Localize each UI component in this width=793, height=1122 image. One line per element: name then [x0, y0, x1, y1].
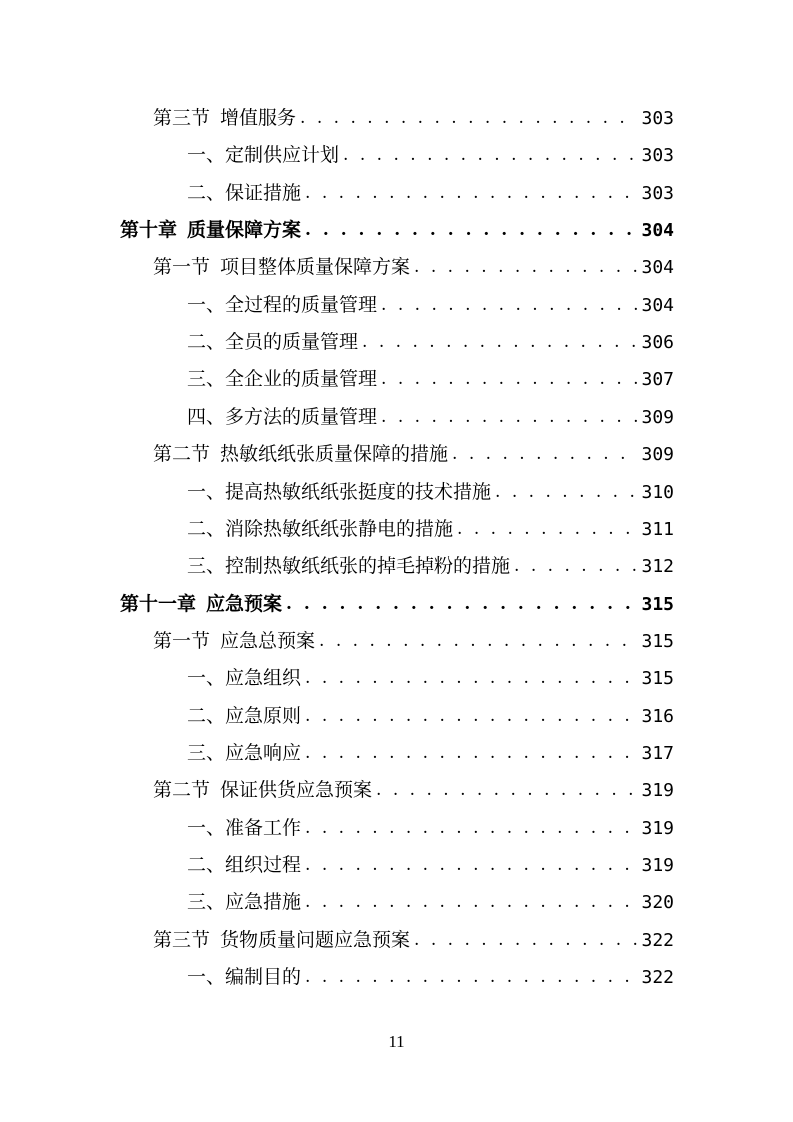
- toc-section-entry[interactable]: [153, 436, 674, 473]
- toc-entry-page: 303: [641, 145, 674, 166]
- toc-dot-leader: [305, 660, 637, 697]
- toc-subsection-entry[interactable]: [187, 660, 674, 697]
- toc-entry-page: 307: [641, 369, 674, 390]
- toc-entry-number: 一、: [187, 667, 226, 689]
- toc-section-entry[interactable]: [153, 100, 674, 137]
- toc-entry-page: 319: [641, 855, 674, 876]
- toc-dot-leader: [343, 137, 637, 174]
- toc-entry-page: 319: [641, 780, 674, 801]
- toc-entry-title: [187, 660, 301, 697]
- toc-entry-number: 一、: [187, 144, 226, 166]
- toc-entry-text: 应急组织: [225, 667, 302, 689]
- toc-entry-page: 322: [641, 930, 674, 951]
- toc-entry-page: 311: [641, 519, 674, 540]
- toc-entry-number: 一、: [187, 481, 226, 503]
- toc-dot-leader: [457, 511, 637, 548]
- toc-entry-text: 编制目的: [225, 966, 302, 988]
- toc-entry-number: 二、: [187, 705, 226, 727]
- toc-entry-number: 三、: [187, 368, 226, 390]
- toc-entry-text: 热敏纸纸张质量保障的措施: [220, 443, 449, 465]
- toc-entry-number: 二、: [187, 854, 226, 876]
- toc-entry-text: 准备工作: [225, 817, 302, 839]
- toc-entry-text: 应急原则: [225, 705, 302, 727]
- toc-entry-text: 保证供货应急预案: [220, 779, 373, 801]
- toc-entry-page: 303: [641, 183, 674, 204]
- toc-entry-title: [187, 474, 491, 511]
- toc-entry-page: 304: [641, 220, 674, 241]
- toc-subsection-entry[interactable]: [187, 884, 674, 921]
- toc-dot-leader: [319, 623, 637, 660]
- toc-entry-page: 304: [641, 295, 674, 316]
- toc-entry-text: 提高热敏纸纸张挺度的技术措施: [225, 481, 492, 503]
- toc-subsection-entry[interactable]: [187, 548, 674, 585]
- toc-entry-number: 第十章: [120, 219, 178, 241]
- toc-chapter-entry[interactable]: [120, 586, 674, 623]
- toc-subsection-entry[interactable]: [187, 474, 674, 511]
- toc-entry-text: 应急响应: [225, 742, 302, 764]
- toc-subsection-entry[interactable]: [187, 324, 674, 361]
- toc-subsection-entry[interactable]: [187, 810, 674, 847]
- toc-entry-number: 一、: [187, 966, 226, 988]
- page-number: 11: [388, 1032, 405, 1051]
- toc-entry-page: 309: [641, 407, 674, 428]
- toc-subsection-entry[interactable]: [187, 361, 674, 398]
- toc-dot-leader: [414, 922, 637, 959]
- toc-dot-leader: [381, 399, 637, 436]
- toc-entry-page: 315: [641, 668, 674, 689]
- toc-entry-page: 322: [641, 967, 674, 988]
- toc-section-entry[interactable]: [153, 922, 674, 959]
- toc-entry-title: [120, 586, 282, 623]
- toc-dot-leader: [300, 100, 637, 137]
- toc-subsection-entry[interactable]: [187, 175, 674, 212]
- toc-entry-number: 二、: [187, 182, 226, 204]
- toc-subsection-entry[interactable]: [187, 399, 674, 436]
- toc-entry-text: 全过程的质量管理: [225, 294, 378, 316]
- toc-dot-leader: [381, 361, 637, 398]
- toc-section-entry[interactable]: [153, 772, 674, 809]
- toc-entry-page: 315: [641, 631, 674, 652]
- toc-entry-title: [120, 212, 301, 249]
- toc-entry-text: 全员的质量管理: [225, 331, 359, 353]
- toc-dot-leader: [362, 324, 637, 361]
- toc-entry-title: [187, 137, 339, 174]
- toc-entry-title: [187, 175, 301, 212]
- toc-section-entry[interactable]: [153, 249, 674, 286]
- toc-subsection-entry[interactable]: [187, 698, 674, 735]
- toc-subsection-entry[interactable]: [187, 959, 674, 996]
- toc-entry-title: [187, 959, 301, 996]
- toc-dot-leader: [414, 249, 637, 286]
- toc-entry-title: [187, 324, 358, 361]
- toc-entry-number: 二、: [187, 518, 226, 540]
- toc-dot-leader: [305, 212, 637, 249]
- toc-entry-number: 一、: [187, 817, 226, 839]
- toc-dot-leader: [305, 959, 637, 996]
- toc-entry-title: [153, 772, 372, 809]
- toc-dot-leader: [305, 884, 637, 921]
- toc-entry-page: 316: [641, 706, 674, 727]
- toc-entry-text: 控制热敏纸纸张的掉毛掉粉的措施: [225, 555, 511, 577]
- toc-entry-text: 应急总预案: [220, 630, 316, 652]
- toc-entry-number: 第一节: [153, 256, 211, 278]
- toc-entry-title: [187, 735, 301, 772]
- toc-entry-title: [187, 548, 510, 585]
- toc-entry-number: 第二节: [153, 779, 211, 801]
- toc-entry-text: 项目整体质量保障方案: [220, 256, 411, 278]
- toc-entry-title: [187, 847, 301, 884]
- toc-entry-title: [187, 511, 453, 548]
- toc-entry-page: 306: [641, 332, 674, 353]
- toc-dot-leader: [305, 698, 637, 735]
- toc-entry-title: [153, 100, 296, 137]
- toc-entry-text: 消除热敏纸纸张静电的措施: [225, 518, 454, 540]
- toc-entry-title: [187, 698, 301, 735]
- toc-entry-number: 第三节: [153, 929, 211, 951]
- toc-entry-text: 定制供应计划: [225, 144, 340, 166]
- toc-dot-leader: [286, 586, 637, 623]
- toc-entry-number: 四、: [187, 406, 226, 428]
- toc-subsection-entry[interactable]: [187, 735, 674, 772]
- toc-section-entry[interactable]: [153, 623, 674, 660]
- toc-entry-number: 二、: [187, 331, 226, 353]
- toc-entry-text: 质量保障方案: [187, 219, 302, 241]
- toc-entry-text: 货物质量问题应急预案: [220, 929, 411, 951]
- toc-entry-title: [153, 249, 410, 286]
- toc-dot-leader: [305, 847, 637, 884]
- toc-dot-leader: [452, 436, 637, 473]
- toc-subsection-entry[interactable]: [187, 511, 674, 548]
- toc-entry-number: 第十一章: [120, 593, 197, 615]
- toc-entry-title: [153, 436, 448, 473]
- toc-entry-title: [187, 884, 301, 921]
- toc-chapter-entry[interactable]: [120, 212, 674, 249]
- toc-entry-page: 312: [641, 556, 674, 577]
- toc-subsection-entry[interactable]: [187, 847, 674, 884]
- toc-entry-title: [187, 399, 377, 436]
- toc-entry-page: 319: [641, 818, 674, 839]
- toc-entry-page: 303: [641, 108, 674, 129]
- toc-dot-leader: [305, 810, 637, 847]
- toc-entry-page: 317: [641, 743, 674, 764]
- toc-entry-title: [153, 623, 315, 660]
- toc-entry-number: 三、: [187, 555, 226, 577]
- toc-dot-leader: [376, 772, 637, 809]
- toc-entry-text: 增值服务: [220, 107, 297, 129]
- toc-entry-title: [187, 287, 377, 324]
- toc-entry-number: 第三节: [153, 107, 211, 129]
- toc-entry-title: [153, 922, 410, 959]
- toc-entry-text: 全企业的质量管理: [225, 368, 378, 390]
- toc-entry-text: 保证措施: [225, 182, 302, 204]
- toc-subsection-entry[interactable]: [187, 137, 674, 174]
- toc-dot-leader: [305, 735, 637, 772]
- toc-dot-leader: [305, 175, 637, 212]
- toc-entry-text: 多方法的质量管理: [225, 406, 378, 428]
- toc-entry-text: 应急措施: [225, 891, 302, 913]
- toc-entry-page: 315: [641, 594, 674, 615]
- toc-entry-page: 320: [641, 892, 674, 913]
- toc-entry-page: 304: [641, 257, 674, 278]
- toc-entry-page: 310: [641, 482, 674, 503]
- toc-entry-title: [187, 810, 301, 847]
- toc-entry-number: 三、: [187, 742, 226, 764]
- toc-entry-text: 应急预案: [206, 593, 283, 615]
- toc-dot-leader: [495, 474, 637, 511]
- toc-subsection-entry[interactable]: [187, 287, 674, 324]
- toc-entry-number: 第一节: [153, 630, 211, 652]
- toc-entry-number: 一、: [187, 294, 226, 316]
- toc-entry-page: 309: [641, 444, 674, 465]
- toc-entry-text: 组织过程: [225, 854, 302, 876]
- toc-dot-leader: [514, 548, 637, 585]
- toc-entry-number: 第二节: [153, 443, 211, 465]
- toc-entry-number: 三、: [187, 891, 226, 913]
- toc-entry-title: [187, 361, 377, 398]
- toc-dot-leader: [381, 287, 637, 324]
